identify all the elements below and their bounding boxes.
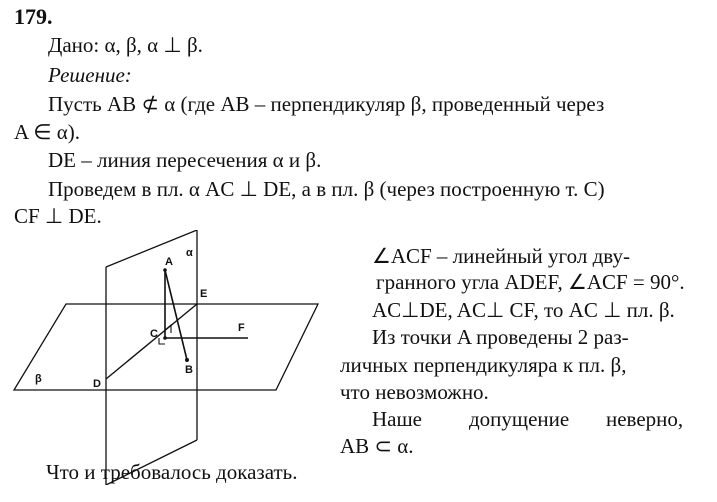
point-B [185,358,189,362]
right-line-5: личных перпендикуляра к пл. β, [340,353,627,377]
geometry-figure [0,230,330,485]
right-line-7a: Наше [372,407,422,431]
label-F: F [238,322,245,334]
solution-line-4: Проведем в пл. α AC ⊥ DE, а в пл. β (через построенную т. C) [48,177,605,201]
label-A: A [165,256,173,268]
right-line-8: AB ⊂ α. [340,434,414,458]
solution-label: Решение: [48,63,132,87]
label-C: C [150,328,158,340]
plane-beta [14,304,318,390]
right-line-7c: неверно, [606,407,684,431]
right-line-4: Из точки A проведены 2 раз- [372,325,629,349]
solution-line-3: DE – линия пересечения α и β. [48,148,322,172]
right-line-2: гранного угла ADEF, ∠ACF = 90°. [376,270,685,294]
label-D: D [93,378,101,390]
solution-line-2: A ∈ α). [14,120,81,144]
right-angle-mark [165,325,171,333]
plane-alpha-top [106,230,197,267]
right-line-3: AC⊥DE, AC⊥ CF, то AC ⊥ пл. β. [372,298,675,322]
point-A [163,268,167,272]
solution-line-5: CF ⊥ DE. [14,204,102,228]
label-E: E [200,288,208,300]
label-B: B [185,364,193,376]
right-line-7b: допущение [469,407,570,431]
label-beta: β [35,373,42,385]
problem-number: 179. [14,4,53,29]
conclusion: Что и требовалось доказать. [46,460,298,484]
line-DE [106,304,197,379]
label-alpha: α [186,247,193,259]
right-line-1: ∠ACF – линейный угол дву- [372,244,630,268]
given-line: Дано: α, β, α ⊥ β. [48,33,203,57]
right-line-6: что невозможно. [340,380,489,404]
point-C [163,336,167,340]
solution-line-1: Пусть AB ⊄ α (где AB – перпендикуляр β, проведенный через [48,92,605,116]
